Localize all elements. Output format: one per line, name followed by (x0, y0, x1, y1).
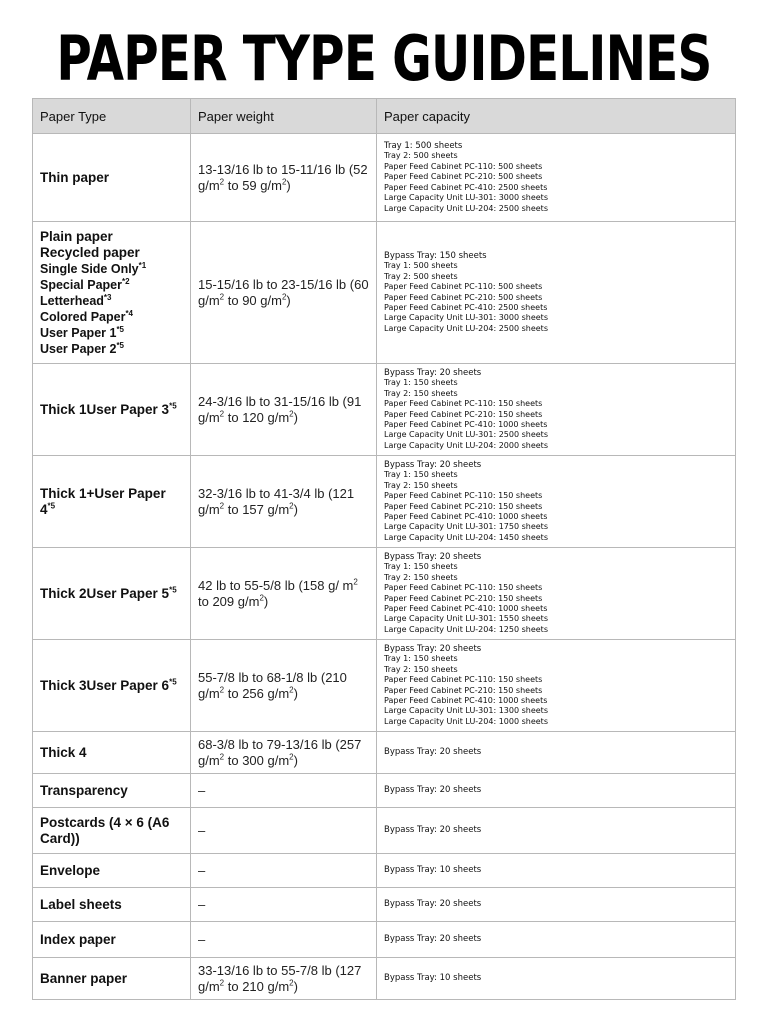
paper-weight-value: 55-7/8 lb to 68-1/8 lb (210 g/m (198, 669, 347, 701)
capacity-line: Paper Feed Cabinet PC-110: 150 sheets (384, 491, 543, 501)
paper-weight-value: ) (293, 752, 298, 768)
paper-capacity-cell (377, 808, 736, 854)
paper-type-label: Plain paper (40, 228, 113, 244)
capacity-line: Tray 1: 150 sheets (384, 654, 458, 664)
paper-type-label: User Paper 2 (40, 341, 117, 356)
paper-capacity-cell (377, 774, 736, 808)
capacity-line: Paper Feed Cabinet PC-110: 150 sheets (384, 583, 543, 593)
paper-type-label: Envelope (40, 862, 101, 878)
paper-weight-value: 33-13/16 lb to 55-7/8 lb (127 g/m (198, 962, 362, 994)
paper-type-cell (33, 922, 191, 958)
paper-type-line (40, 971, 183, 987)
paper-capacity-cell (377, 958, 736, 1000)
footnote-marker: *5 (116, 324, 124, 334)
table-row (33, 732, 736, 774)
paper-type-line (40, 402, 183, 418)
paper-type-label: Thick 2User Paper 5 (40, 585, 170, 601)
paper-type-cell (33, 808, 191, 854)
paper-type-line (40, 932, 183, 948)
paper-weight-cell (191, 958, 377, 1000)
capacity-line: Paper Feed Cabinet PC-210: 150 sheets (384, 409, 543, 419)
capacity-line: Tray 2: 150 sheets (384, 480, 458, 490)
header-paper-weight: Paper weight (191, 99, 377, 134)
paper-type-label: Thick 1+User Paper 4 (40, 485, 166, 517)
capacity-line: Large Capacity Unit LU-204: 1450 sheets (384, 532, 548, 542)
paper-weight-cell (191, 732, 377, 774)
capacity-line: Large Capacity Unit LU-301: 3000 sheets (384, 313, 548, 323)
capacity-line: Large Capacity Unit LU-301: 1550 sheets (384, 614, 548, 624)
paper-weight-value: ) (293, 501, 298, 517)
paper-weight-value: 15-15/16 lb to 23-15/16 lb (60 g/m (198, 276, 369, 308)
capacity-line: Large Capacity Unit LU-301: 3000 sheets (384, 193, 548, 203)
paper-type-label: Recycled paper (40, 244, 140, 260)
paper-weight-cell (191, 922, 377, 958)
paper-weight-value: to 157 g/m (224, 501, 290, 517)
paper-type-line (40, 325, 183, 341)
paper-type-line (40, 783, 183, 799)
paper-capacity-cell (377, 888, 736, 922)
paper-weight-value: to 90 g/m (224, 292, 282, 308)
paper-type-cell (33, 548, 191, 640)
capacity-line: Paper Feed Cabinet PC-110: 150 sheets (384, 399, 543, 409)
capacity-line: Tray 2: 500 sheets (384, 151, 458, 161)
footnote-marker: *5 (169, 401, 177, 410)
squared-marker: 2 (353, 577, 358, 587)
paper-type-label: Thick 3User Paper 6 (40, 677, 170, 693)
capacity-line: Bypass Tray: 20 sheets (384, 825, 482, 836)
capacity-line: Paper Feed Cabinet PC-210: 500 sheets (384, 172, 543, 182)
table-row (33, 364, 736, 456)
table-body (33, 134, 736, 1000)
capacity-line: Paper Feed Cabinet PC-110: 150 sheets (384, 675, 543, 685)
capacity-line: Paper Feed Cabinet PC-210: 150 sheets (384, 593, 543, 603)
footnote-marker: *2 (122, 276, 130, 286)
paper-type-cell (33, 456, 191, 548)
paper-type-line (40, 277, 183, 293)
paper-weight-value: to 209 g/m (198, 593, 260, 609)
capacity-line: Paper Feed Cabinet PC-110: 500 sheets (384, 282, 543, 292)
squared-marker: 2 (219, 978, 225, 988)
squared-marker: 2 (289, 978, 294, 988)
paper-type-line (40, 261, 183, 277)
squared-marker: 2 (219, 685, 225, 695)
paper-weight-value: 24-3/16 lb to 31-15/16 lb (91 g/m (198, 393, 362, 425)
paper-weight-value: ) (293, 685, 298, 701)
paper-capacity-cell (377, 732, 736, 774)
paper-weight-cell (191, 888, 377, 922)
paper-type-table (32, 98, 736, 1000)
paper-capacity-cell (377, 222, 736, 364)
table-row (33, 548, 736, 640)
footnote-marker: *3 (103, 292, 112, 302)
header-paper-type: Paper Type (33, 99, 191, 134)
capacity-line: Large Capacity Unit LU-204: 2500 sheets (384, 203, 548, 213)
capacity-line: Large Capacity Unit LU-301: 1750 sheets (384, 522, 548, 532)
capacity-line: Paper Feed Cabinet PC-410: 2500 sheets (384, 182, 548, 192)
paper-weight-value: ) (286, 292, 291, 308)
capacity-line: Bypass Tray: 20 sheets (384, 785, 482, 796)
paper-weight-cell (191, 548, 377, 640)
paper-type-cell (33, 888, 191, 922)
paper-weight-value: to 120 g/m (224, 409, 290, 425)
capacity-line: Paper Feed Cabinet PC-410: 1000 sheets (384, 511, 548, 521)
squared-marker: 2 (219, 292, 225, 302)
paper-weight-value: – (198, 931, 206, 947)
capacity-line: Tray 1: 150 sheets (384, 470, 458, 480)
paper-type-label: Transparency (40, 782, 128, 798)
paper-type-cell (33, 958, 191, 1000)
capacity-line: Bypass Tray: 20 sheets (384, 747, 482, 758)
footnote-marker: *5 (169, 585, 177, 594)
paper-type-label: Banner paper (40, 970, 128, 986)
squared-marker: 2 (289, 501, 294, 511)
paper-type-line (40, 745, 183, 761)
paper-weight-cell (191, 774, 377, 808)
capacity-line: Large Capacity Unit LU-301: 1300 sheets (384, 706, 548, 716)
capacity-line: Tray 2: 150 sheets (384, 572, 458, 582)
capacity-line: Bypass Tray: 20 sheets (384, 459, 482, 470)
capacity-line: Tray 1: 150 sheets (384, 562, 458, 572)
paper-type-cell (33, 732, 191, 774)
paper-type-label: Thick 1User Paper 3 (40, 401, 170, 417)
table-row (33, 222, 736, 364)
table-row (33, 888, 736, 922)
paper-capacity-cell (377, 922, 736, 958)
header-paper-capacity: Paper capacity (377, 99, 736, 134)
paper-weight-cell (191, 808, 377, 854)
squared-marker: 2 (281, 292, 287, 302)
paper-weight-value: ) (286, 177, 291, 193)
capacity-line: Paper Feed Cabinet PC-410: 1000 sheets (384, 695, 548, 705)
table-row (33, 456, 736, 548)
paper-capacity-cell (377, 134, 736, 222)
paper-capacity-cell (377, 456, 736, 548)
capacity-line: Bypass Tray: 20 sheets (384, 899, 482, 910)
table-row (33, 922, 736, 958)
paper-type-label: Single Side Only (40, 261, 139, 276)
paper-type-label: Label sheets (40, 896, 122, 912)
capacity-line: Bypass Tray: 20 sheets (384, 643, 482, 654)
capacity-line: Large Capacity Unit LU-204: 2000 sheets (384, 440, 548, 450)
paper-type-line (40, 678, 183, 694)
capacity-line: Tray 1: 500 sheets (384, 261, 458, 271)
squared-marker: 2 (259, 593, 264, 603)
paper-type-label: User Paper 1 (40, 325, 117, 340)
paper-type-cell (33, 134, 191, 222)
capacity-line: Tray 2: 150 sheets (384, 388, 458, 398)
paper-weight-cell (191, 854, 377, 888)
paper-type-label: Thin paper (40, 169, 110, 185)
capacity-line: Bypass Tray: 10 sheets (384, 865, 482, 876)
paper-weight-cell (191, 134, 377, 222)
paper-type-line (40, 815, 183, 847)
squared-marker: 2 (289, 752, 294, 762)
squared-marker: 2 (289, 409, 294, 419)
paper-weight-value: to 210 g/m (224, 978, 290, 994)
footnote-marker: *5 (47, 501, 56, 510)
paper-weight-value: ) (293, 409, 298, 425)
squared-marker: 2 (281, 177, 287, 187)
footnote-marker: *1 (138, 260, 147, 270)
paper-weight-cell (191, 640, 377, 732)
capacity-line: Tray 2: 500 sheets (384, 271, 458, 281)
capacity-line: Paper Feed Cabinet PC-210: 500 sheets (384, 292, 543, 302)
paper-type-line (40, 170, 183, 186)
paper-weight-cell (191, 456, 377, 548)
paper-capacity-cell (377, 854, 736, 888)
paper-weight-value: – (198, 862, 206, 878)
footnote-marker: *4 (125, 308, 133, 318)
table-row (33, 774, 736, 808)
paper-type-line (40, 897, 183, 913)
paper-type-label: Postcards (4 × 6 (A6 Card)) (40, 814, 170, 846)
table-row (33, 854, 736, 888)
paper-type-label: Index paper (40, 931, 116, 947)
paper-weight-value: ) (263, 593, 269, 609)
paper-weight-value: to 256 g/m (224, 685, 290, 701)
paper-weight-value: 13-13/16 lb to 15-11/16 lb (52 g/m (198, 161, 368, 193)
paper-type-label: Special Paper (40, 277, 122, 292)
page-title-wrap (0, 18, 768, 98)
capacity-line: Tray 1: 500 sheets (384, 141, 463, 152)
squared-marker: 2 (219, 177, 225, 187)
paper-type-cell (33, 640, 191, 732)
paper-type-line (40, 586, 183, 602)
table-row (33, 808, 736, 854)
paper-weight-value: 42 lb to 55-5/8 lb (158 g/ m (198, 577, 354, 593)
squared-marker: 2 (219, 409, 225, 419)
paper-type-cell (33, 774, 191, 808)
capacity-line: Large Capacity Unit LU-204: 1000 sheets (384, 716, 548, 726)
capacity-line: Paper Feed Cabinet PC-410: 1000 sheets (384, 419, 548, 429)
paper-type-cell (33, 222, 191, 364)
paper-type-cell (33, 854, 191, 888)
paper-type-line (40, 229, 183, 245)
paper-weight-value: – (198, 822, 206, 838)
paper-type-line (40, 293, 183, 309)
table-header-row (33, 99, 736, 134)
paper-type-label: Letterhead (40, 293, 104, 308)
squared-marker: 2 (219, 752, 225, 762)
footnote-marker: *5 (169, 677, 177, 686)
table-row (33, 640, 736, 732)
table-row (33, 134, 736, 222)
paper-type-line (40, 341, 183, 357)
paper-type-line (40, 309, 183, 325)
capacity-line: Large Capacity Unit LU-301: 2500 sheets (384, 430, 548, 440)
capacity-line: Paper Feed Cabinet PC-210: 150 sheets (384, 501, 543, 511)
paper-type-cell (33, 364, 191, 456)
paper-capacity-cell (377, 548, 736, 640)
capacity-line: Bypass Tray: 20 sheets (384, 551, 482, 562)
paper-capacity-cell (377, 364, 736, 456)
capacity-line: Large Capacity Unit LU-204: 2500 sheets (384, 323, 548, 333)
paper-type-line (40, 486, 183, 518)
squared-marker: 2 (289, 685, 294, 695)
paper-weight-value: ) (293, 978, 298, 994)
capacity-line: Paper Feed Cabinet PC-410: 2500 sheets (384, 302, 548, 312)
paper-weight-value: 32-3/16 lb to 41-3/4 lb (121 g/m (198, 485, 355, 517)
capacity-line: Bypass Tray: 150 sheets (384, 250, 487, 261)
footnote-marker: *5 (116, 340, 124, 350)
paper-type-label: Thick 4 (40, 744, 87, 760)
squared-marker: 2 (219, 501, 225, 511)
paper-weight-cell (191, 364, 377, 456)
capacity-line: Bypass Tray: 10 sheets (384, 973, 482, 984)
capacity-line: Paper Feed Cabinet PC-210: 150 sheets (384, 685, 543, 695)
capacity-line: Paper Feed Cabinet PC-110: 500 sheets (384, 161, 543, 171)
paper-type-line (40, 245, 183, 261)
capacity-line: Bypass Tray: 20 sheets (384, 367, 482, 378)
capacity-line: Large Capacity Unit LU-204: 1250 sheets (384, 624, 548, 634)
table-row (33, 958, 736, 1000)
capacity-line: Tray 2: 150 sheets (384, 664, 458, 674)
capacity-line: Tray 1: 150 sheets (384, 378, 458, 388)
capacity-line: Bypass Tray: 20 sheets (384, 934, 482, 945)
paper-weight-value: to 300 g/m (224, 752, 290, 768)
page-title: PAPER TYPE GUIDELINES (56, 21, 712, 95)
paper-capacity-cell (377, 640, 736, 732)
paper-weight-cell (191, 222, 377, 364)
capacity-line: Paper Feed Cabinet PC-410: 1000 sheets (384, 603, 548, 613)
paper-weight-value: – (198, 896, 206, 912)
paper-type-line (40, 863, 183, 879)
paper-type-label: Colored Paper (40, 309, 126, 324)
paper-weight-value: to 59 g/m (224, 177, 282, 193)
paper-weight-value: – (198, 782, 206, 798)
paper-weight-value: 68-3/8 lb to 79-13/16 lb (257 g/m (198, 736, 362, 768)
